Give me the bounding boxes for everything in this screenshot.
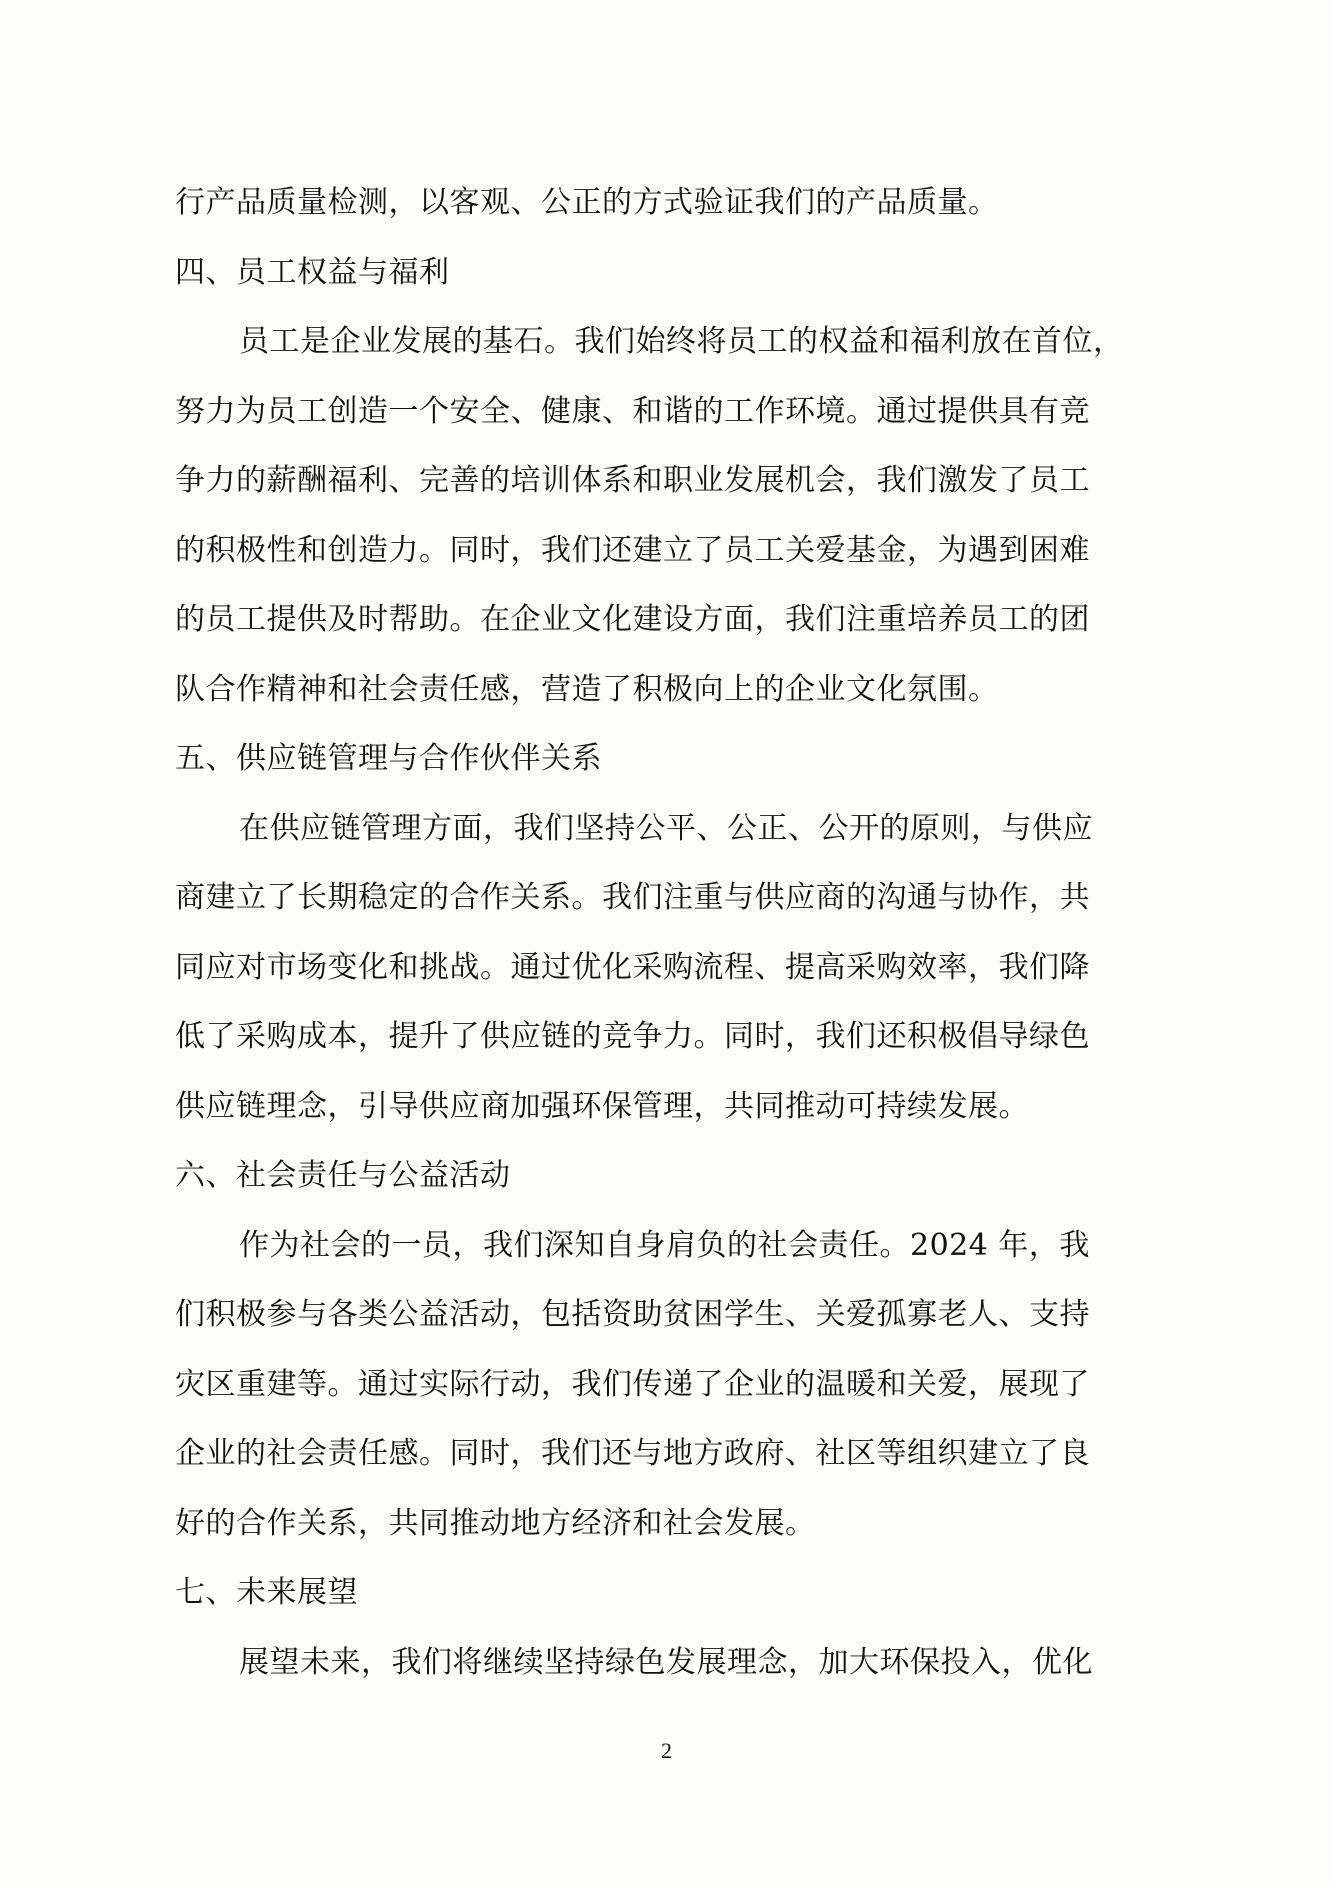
paragraph-line: 低了采购成本，提升了供应链的竞争力。同时，我们还积极倡导绿色 [175, 1019, 1090, 1054]
paragraph-line: 队合作精神和社会责任感，营造了积极向上的企业文化氛围。 [175, 671, 999, 707]
document-body [175, 168, 1124, 1697]
paragraph-line: 供应链理念，引导供应商加强环保管理，共同推动可持续发展。 [175, 1088, 1029, 1124]
section-heading: 六、社会责任与公益活动 [175, 1158, 511, 1193]
paragraph-line: 在供应链管理方面，我们坚持公平、公正、公开的原则，与供应 [239, 810, 1093, 846]
section-heading: 四、员工权益与福利 [175, 254, 450, 290]
paragraph-line: 好的合作关系，共同推动地方经济和社会发展。 [175, 1505, 816, 1541]
paragraph-line: 的积极性和创造力。同时，我们还建立了员工关爱基金，为遇到困难 [175, 532, 1090, 568]
section-heading: 七、未来展望 [175, 1575, 358, 1610]
paragraph-line: 同应对市场变化和挑战。通过优化采购流程、提高采购效率，我们降 [175, 949, 1090, 985]
paragraph-line: 努力为员工创造一个安全、健康、和谐的工作环境。通过提供具有竞 [175, 393, 1090, 429]
paragraph-line: 们积极参与各类公益活动，包括资助贫困学生、关爱孤寡老人、支持 [175, 1297, 1090, 1332]
paragraph-line: 企业的社会责任感。同时，我们还与地方政府、社区等组织建立了良 [175, 1436, 1090, 1471]
paragraph-line: 争力的薪酬福利、完善的培训体系和职业发展机会，我们激发了员工 [175, 463, 1090, 498]
paragraph-line: 商建立了长期稳定的合作关系。我们注重与供应商的沟通与协作，共 [175, 880, 1090, 915]
paragraph-line: 的员工提供及时帮助。在企业文化建设方面，我们注重培养员工的团 [175, 602, 1090, 637]
paragraph-line: 作为社会的一员，我们深知自身肩负的社会责任。2024 年，我 [239, 1227, 1090, 1263]
paragraph-line: 灾区重建等。通过实际行动，我们传递了企业的温暖和关爱，展现了 [175, 1366, 1090, 1402]
paragraph-line: 员工是企业发展的基石。我们始终将员工的权益和福利放在首位， [239, 324, 1124, 359]
paragraph-line: 展望未来，我们将继续坚持绿色发展理念，加大环保投入，优化 [239, 1644, 1093, 1680]
paragraph-line: 行产品质量检测，以客观、公正的方式验证我们的产品质量。 [175, 185, 999, 220]
section-heading: 五、供应链管理与合作伙伴关系 [175, 741, 602, 776]
page-number: 2 [661, 1738, 672, 1763]
